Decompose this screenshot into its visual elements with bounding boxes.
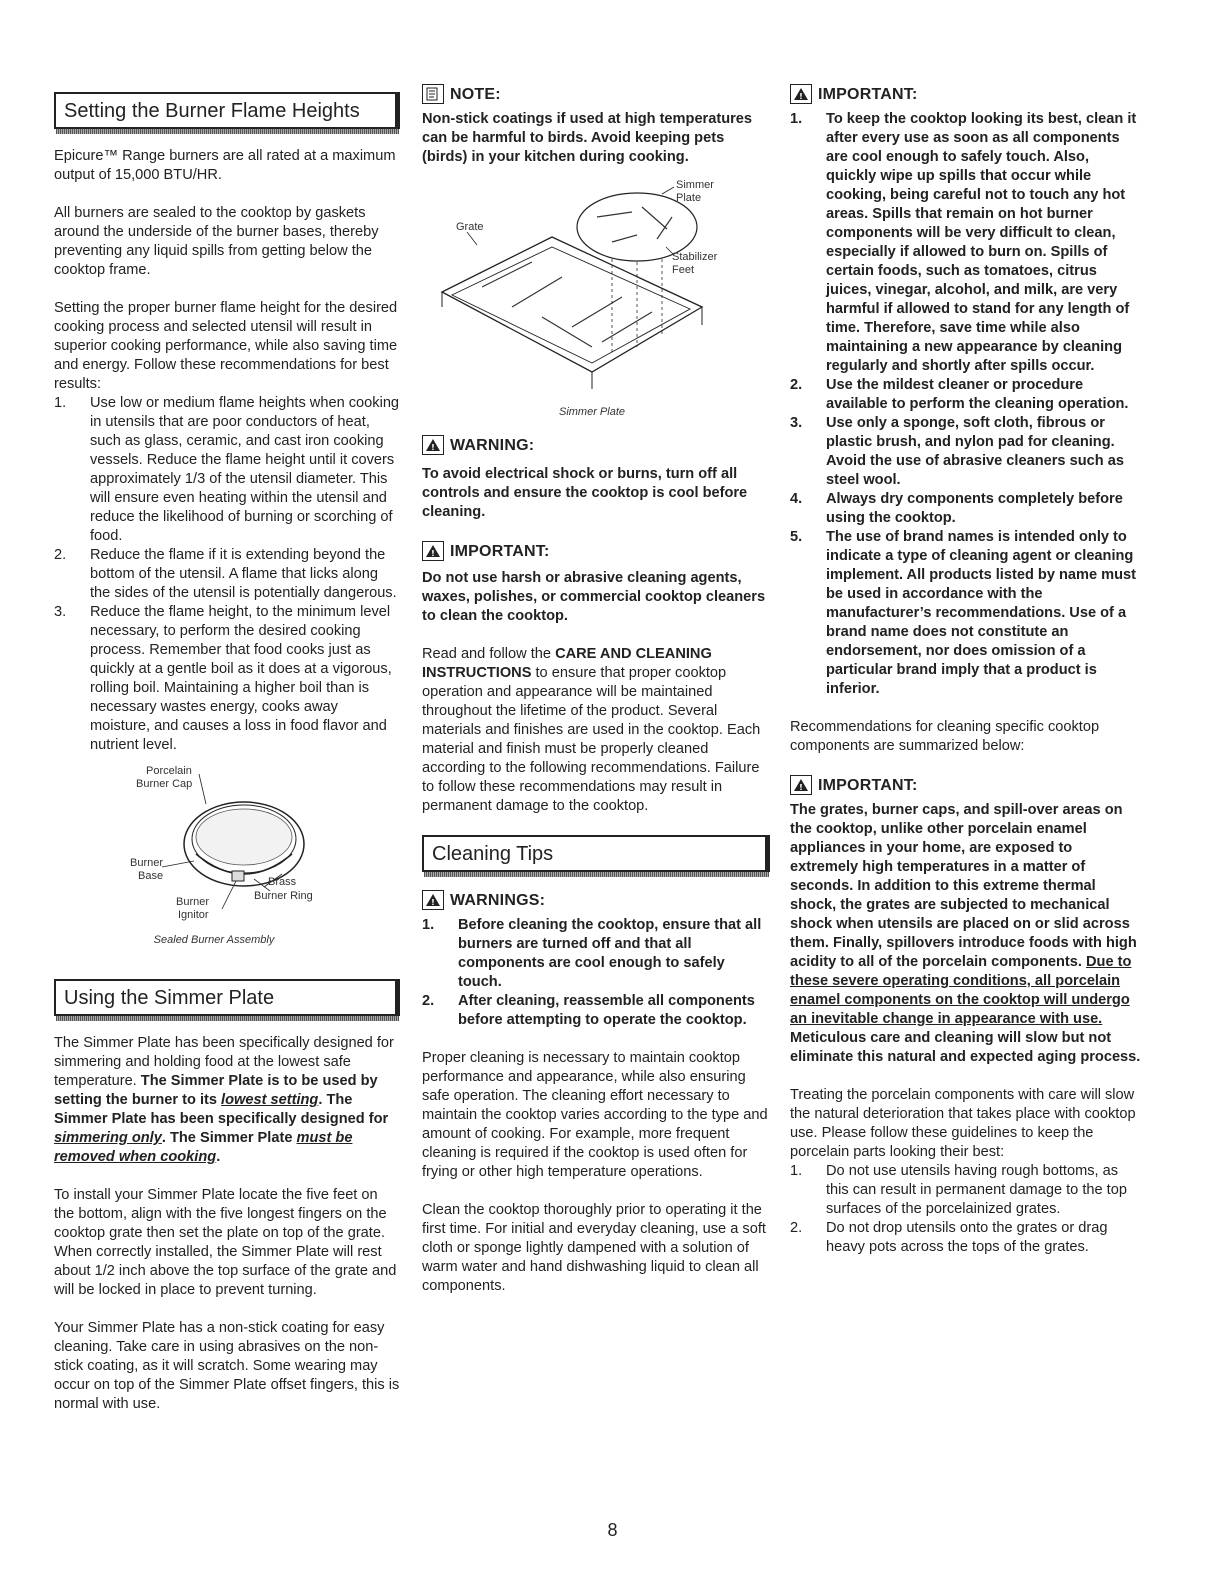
note-text: Non-stick coatings if used at high temperatures can be harmful to birds. Avoid keeping pets (birds) in your kitchen during cooking. xyxy=(422,111,753,165)
label-stabilizer: Stabilizer xyxy=(672,251,718,263)
page-number: 8 xyxy=(607,1520,618,1540)
list-item: 3. Reduce the flame height, to the minimum level necessary, to perform the desired cooking process. Remember that food cooks just as quickly at a gentle boil as it does at a vigorous, rolling boil. Maintaining a higher boil than is necessary wastes energy, cooks away moisture, and causes a loss in food flavor and nutrient level. xyxy=(54,604,392,753)
burner-assembly-figure xyxy=(54,759,400,967)
label-burner-2: Burner xyxy=(176,896,210,908)
list-item: 2. Reduce the flame if it is extending beyond the bottom of the utensil. A flame that licks along the sides of the utensil is potentially dangerous. xyxy=(54,547,397,601)
simmer-plate-figure xyxy=(422,167,770,435)
cleaning-tips-header: Cleaning Tips xyxy=(422,835,770,872)
list-item: 2. After cleaning, reassemble all components before attempting to operate the cooktop. xyxy=(422,993,755,1028)
list-item: 2. Do not drop utensils onto the grates or drag heavy pots across the tops of the grates. xyxy=(790,1220,1108,1255)
label-base: Base xyxy=(138,870,164,882)
paragraph: Epicure™ Range burners are all rated at a maximum output of 15,000 BTU/HR. xyxy=(54,148,396,183)
warnings-heading: ! WARNINGS: xyxy=(422,890,770,910)
label-porcelain: Porcelain xyxy=(146,765,192,777)
left-column xyxy=(54,84,400,1433)
list-item: 3. Use only a sponge, soft cloth, fibrous or plastic brush, and nylon pad for cleaning. Avoid the use of abrasive cleaners such as steel wool. xyxy=(790,415,1124,488)
paragraph: Proper cleaning is necessary to maintain cooktop performance and appearance, while also ensuring safe operation. The cleaning effort necessary to maintain the cooktop varies according to the type and amount of cooking. For example, more frequent cleaning is required if the cooktop is used often for frying or other high temperature operations. xyxy=(422,1050,768,1180)
simmer-plate-header: Using the Simmer Plate xyxy=(54,979,400,1016)
list-item: 1. Do not use utensils having rough bottoms, as this can result in permanent damage to the top surfaces of the porcelainized grates. xyxy=(790,1163,1127,1217)
flame-tips-list xyxy=(54,394,400,755)
important-text: Do not use harsh or abrasive cleaning agents, waxes, polishes, or commercial cooktop cleaners to clean the cooktop. xyxy=(422,570,766,624)
warning-icon xyxy=(790,775,812,795)
svg-text:!: ! xyxy=(431,443,435,452)
paragraph: Your Simmer Plate has a non-stick coating for easy cleaning. Take care in using abrasives on the non-stick coating, as it will scratch. Some wearing may occur on top of the Simmer Plate offset fingers, this is normal with use. xyxy=(54,1320,400,1412)
svg-text:!: ! xyxy=(431,898,435,907)
important-heading: ! IMPORTANT: xyxy=(790,775,1142,795)
list-item: 4. Always dry components completely before using the cooktop. xyxy=(790,491,1123,526)
right-column xyxy=(790,84,1142,1276)
important-list xyxy=(790,110,1142,699)
warning-text: To avoid electrical shock or burns, turn off all controls and ensure the cooktop is cool before cleaning. xyxy=(422,466,748,520)
label-ignitor: Ignitor xyxy=(178,909,209,921)
note-heading: NOTE: xyxy=(422,84,770,104)
warning-icon xyxy=(422,435,444,455)
svg-text:!: ! xyxy=(431,549,435,558)
label-feet: Feet xyxy=(672,264,695,276)
note-icon xyxy=(422,84,444,104)
paragraph: Recommendations for cleaning specific cooktop components are summarized below: xyxy=(790,719,1100,754)
paragraph: To install your Simmer Plate locate the five feet on the bottom, align with the five longest fingers on the cooktop grate then set the plate on top of the grate. When correctly installed, the Simmer Plate will rest about 1/2 inch above the top surface of the grate and will be locked in place to prevent turning. xyxy=(54,1187,397,1298)
list-item: 5. The use of brand names is intended only to indicate a type of cleaning agent or cleaning implement. All products listed by name must be used in accordance with the manufacturer’s recommendations. Use of a brand name does not constitute an endorsement, nor does omission of a particular brand imply that a product is inferior. xyxy=(790,529,1137,697)
warnings-list xyxy=(422,916,770,1030)
flame-heights-header: Setting the Burner Flame Heights xyxy=(54,92,400,129)
svg-text:!: ! xyxy=(799,783,803,792)
label-burner-ring: Burner Ring xyxy=(254,890,313,902)
label-grate: Grate xyxy=(456,221,484,233)
important-text: The grates, burner caps, and spill-over areas on the cooktop, unlike other porcelain enamel appliances in your home, are exposed to extremely high temperatures in a matter of seconds. In addition to this extreme thermal shock, the grates are subjected to mechanical shock when utensils are placed on or slid across them. Finally, spillovers introduce foods with high acidity to all of the porcelain components. Due to these severe operating conditions, all porcelain enamel components on the cooktop will undergo an inevitable change in appearance with use. Meticulous care and cleaning will slow but not eliminate this natural and expected aging process. xyxy=(790,802,1141,1065)
burner-assembly-drawing xyxy=(54,759,400,949)
list-item: 1. To keep the cooktop looking its best, clean it after every use as soon as all components are cool enough to safely touch. Also, quickly wipe up spills that occur while cooking, being careful not to touch any hot areas. Spills that remain on hot burner components will be very difficult to clean, especially if allowed to burn on. Spills of certain foods, such as tomatoes, citrus juices, vinegar, alcohol, and milk, are very harmful if allowed to stand for any length of time. Therefore, save time while also maintaining a new appearance by cleaning regularly and shortly after spills occur. xyxy=(790,111,1137,374)
label-simmer: Simmer xyxy=(676,179,714,191)
list-item: 1. Before cleaning the cooktop, ensure that all burners are turned off and that all components are cool enough to safely touch. xyxy=(422,917,762,990)
warning-icon xyxy=(422,541,444,561)
label-burner: Burner xyxy=(130,857,164,869)
paragraph: Clean the cooktop thoroughly prior to operating it the first time. For initial and everyday cleaning, use a soft cloth or sponge lightly dampened with a solution of warm water and hand dishwashing liquid to clean all components. xyxy=(422,1202,766,1294)
paragraph: The Simmer Plate has been specifically designed for simmering and holding food at the lowest safe temperature. The Simmer Plate is to be used by setting the burner to its lowest setting. The Simmer Plate has been specifically designed for simmering only. The Simmer Plate must be removed when cooking. xyxy=(54,1035,394,1165)
simmer-plate-drawing xyxy=(422,167,770,407)
svg-text:!: ! xyxy=(799,92,803,101)
paragraph: Treating the porcelain components with care will slow the natural deterioration that takes place with cooktop use. Please follow these guidelines to keep the porcelain parts looking their best: xyxy=(790,1087,1136,1160)
paragraph: Read and follow the CARE AND CLEANING INSTRUCTIONS to ensure that proper cooktop operation and appearance will be maintained throughout the lifetime of the product. Several materials and finishes are used in the cooktop. Each material and finish must be properly cleaned according to the following recommendations. Failure to follow these recommendations may result in permanent damage to the cooktop. xyxy=(422,646,761,814)
important-heading: ! IMPORTANT: xyxy=(790,84,1142,104)
list-item: 2. Use the mildest cleaner or procedure available to perform the cleaning operation. xyxy=(790,377,1129,412)
porcelain-care-list xyxy=(790,1162,1142,1257)
figure-caption: Simmer Plate xyxy=(558,406,626,418)
warning-icon xyxy=(422,890,444,910)
figure-caption: Sealed Burner Assembly xyxy=(153,934,275,946)
warning-icon xyxy=(790,84,812,104)
important-heading: ! IMPORTANT: xyxy=(422,541,770,561)
paragraph: All burners are sealed to the cooktop by gaskets around the underside of the burner bases, thereby preventing any liquid spills from getting below the cooktop frame. xyxy=(54,205,379,278)
warning-heading: ! WARNING: xyxy=(422,435,770,455)
label-burner-cap: Burner Cap xyxy=(136,778,193,790)
list-item: 1. Use low or medium flame heights when cooking in utensils that are poor conductors of heat, such as glass, ceramic, and cast iron cooking vessels. Reduce the flame height until it covers approximately 1/3 of the utensil diameter. This will ensure even heating within the utensil and reduce the likelihood of burning or scorching of food. xyxy=(54,395,400,544)
label-plate: Plate xyxy=(676,192,702,204)
label-brass: Brass xyxy=(268,876,297,888)
paragraph: Setting the proper burner flame height for the desired cooking process and selected utensil will result in superior cooking performance, while also saving time and energy. Follow these recommendations for best results: xyxy=(54,300,398,392)
middle-column xyxy=(422,84,770,1315)
